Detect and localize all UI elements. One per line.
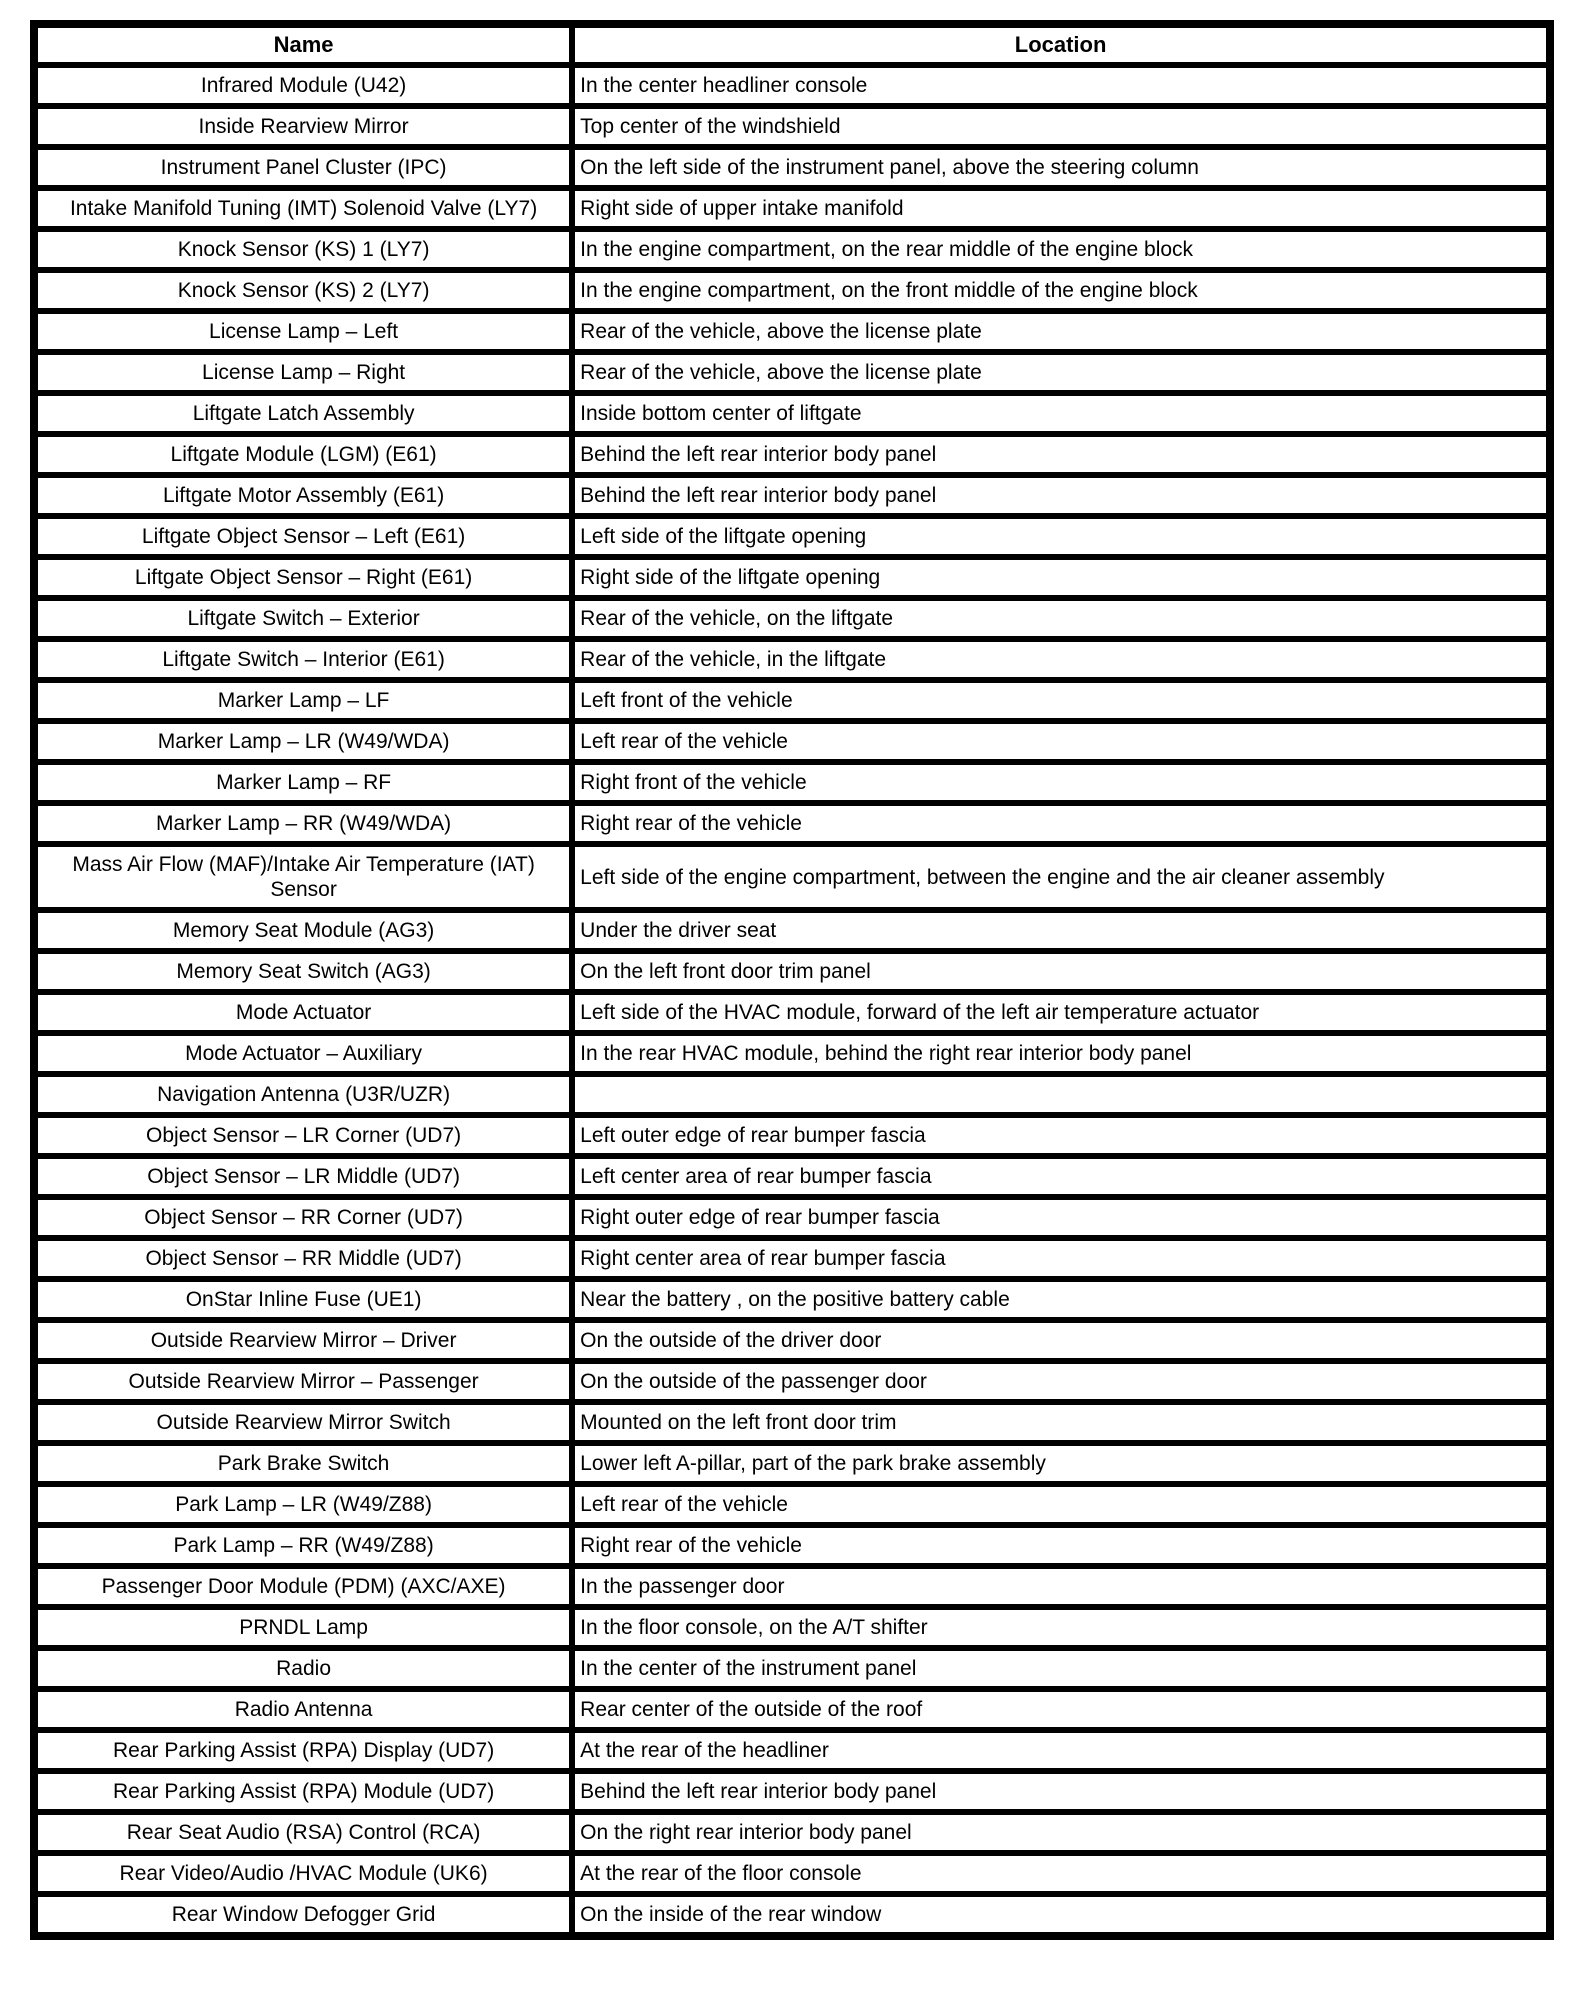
component-location-cell: Rear of the vehicle, on the liftgate — [572, 598, 1550, 639]
table-row — [34, 475, 1550, 516]
table-row — [34, 803, 1550, 844]
component-name-cell: Marker Lamp – RF — [34, 762, 572, 803]
component-location-cell: Right center area of rear bumper fascia — [572, 1238, 1550, 1279]
component-name-cell: Liftgate Object Sensor – Left (E61) — [34, 516, 572, 557]
component-name-cell: Navigation Antenna (U3R/UZR) — [34, 1074, 572, 1115]
component-location-cell — [572, 1074, 1550, 1115]
table-row — [34, 1648, 1550, 1689]
table-row — [34, 270, 1550, 311]
header-row — [34, 24, 1550, 65]
component-name-cell: Infrared Module (U42) — [34, 65, 572, 106]
table-header — [34, 24, 1550, 65]
component-location-cell: Right rear of the vehicle — [572, 1525, 1550, 1566]
component-location-cell: Top center of the windshield — [572, 106, 1550, 147]
table-row — [34, 1484, 1550, 1525]
component-name-cell: Object Sensor – RR Middle (UD7) — [34, 1238, 572, 1279]
component-name-cell: Liftgate Motor Assembly (E61) — [34, 475, 572, 516]
component-name-cell: Knock Sensor (KS) 2 (LY7) — [34, 270, 572, 311]
table-row — [34, 311, 1550, 352]
component-location-cell: On the inside of the rear window — [572, 1894, 1550, 1936]
component-location-cell: In the engine compartment, on the rear middle of the engine block — [572, 229, 1550, 270]
component-name-cell: Memory Seat Module (AG3) — [34, 910, 572, 951]
component-location-cell: On the right rear interior body panel — [572, 1812, 1550, 1853]
component-location-cell: At the rear of the headliner — [572, 1730, 1550, 1771]
component-location-cell: Behind the left rear interior body panel — [572, 475, 1550, 516]
component-name-cell: Instrument Panel Cluster (IPC) — [34, 147, 572, 188]
table-row — [34, 1894, 1550, 1936]
table-row — [34, 1279, 1550, 1320]
component-name-cell: Intake Manifold Tuning (IMT) Solenoid Valve (LY7) — [34, 188, 572, 229]
table-row — [34, 1443, 1550, 1484]
component-location-cell: In the passenger door — [572, 1566, 1550, 1607]
table-row — [34, 1115, 1550, 1156]
component-name-cell: License Lamp – Right — [34, 352, 572, 393]
component-location-cell: Right side of the liftgate opening — [572, 557, 1550, 598]
component-location-cell: Near the battery , on the positive battery cable — [572, 1279, 1550, 1320]
component-location-cell: On the left side of the instrument panel, above the steering column — [572, 147, 1550, 188]
table-row — [34, 188, 1550, 229]
component-name-cell: Mass Air Flow (MAF)/Intake Air Temperature (IAT) Sensor — [34, 844, 572, 910]
component-name-cell: Radio Antenna — [34, 1689, 572, 1730]
component-location-cell: Right rear of the vehicle — [572, 803, 1550, 844]
component-name-cell: License Lamp – Left — [34, 311, 572, 352]
component-location-cell: Left side of the liftgate opening — [572, 516, 1550, 557]
component-name-cell: Outside Rearview Mirror – Driver — [34, 1320, 572, 1361]
table-row — [34, 1074, 1550, 1115]
component-name-cell: Park Lamp – LR (W49/Z88) — [34, 1484, 572, 1525]
table-row — [34, 1812, 1550, 1853]
component-location-cell: Left side of the engine compartment, between the engine and the air cleaner assembly — [572, 844, 1550, 910]
table-row — [34, 434, 1550, 475]
table-row — [34, 1033, 1550, 1074]
component-location-cell: Right side of upper intake manifold — [572, 188, 1550, 229]
component-name-cell: Radio — [34, 1648, 572, 1689]
component-name-cell: Rear Video/Audio /HVAC Module (UK6) — [34, 1853, 572, 1894]
column-header-name: Name — [34, 24, 572, 65]
table-row — [34, 1771, 1550, 1812]
component-name-cell: Mode Actuator – Auxiliary — [34, 1033, 572, 1074]
table-row — [34, 680, 1550, 721]
component-name-cell: Rear Parking Assist (RPA) Module (UD7) — [34, 1771, 572, 1812]
table-row — [34, 992, 1550, 1033]
component-location-cell: Left rear of the vehicle — [572, 1484, 1550, 1525]
component-location-table — [30, 20, 1554, 1940]
table-row — [34, 1361, 1550, 1402]
table-row — [34, 393, 1550, 434]
table-row — [34, 1525, 1550, 1566]
table-row — [34, 557, 1550, 598]
component-location-cell: Lower left A-pillar, part of the park brake assembly — [572, 1443, 1550, 1484]
component-location-cell: At the rear of the floor console — [572, 1853, 1550, 1894]
table-row — [34, 1566, 1550, 1607]
component-name-cell: Memory Seat Switch (AG3) — [34, 951, 572, 992]
component-location-cell: Behind the left rear interior body panel — [572, 1771, 1550, 1812]
component-name-cell: Mode Actuator — [34, 992, 572, 1033]
table-row — [34, 762, 1550, 803]
table-row — [34, 352, 1550, 393]
component-location-cell: On the outside of the passenger door — [572, 1361, 1550, 1402]
table-row — [34, 951, 1550, 992]
table-row — [34, 1853, 1550, 1894]
component-location-cell: Left outer edge of rear bumper fascia — [572, 1115, 1550, 1156]
component-location-cell: In the rear HVAC module, behind the right rear interior body panel — [572, 1033, 1550, 1074]
table-row — [34, 1320, 1550, 1361]
component-location-cell: In the engine compartment, on the front middle of the engine block — [572, 270, 1550, 311]
component-location-cell: Rear of the vehicle, above the license plate — [572, 352, 1550, 393]
component-name-cell: Liftgate Module (LGM) (E61) — [34, 434, 572, 475]
component-name-cell: Object Sensor – LR Corner (UD7) — [34, 1115, 572, 1156]
table-row — [34, 516, 1550, 557]
table-row — [34, 1689, 1550, 1730]
component-name-cell: Outside Rearview Mirror Switch — [34, 1402, 572, 1443]
component-location-cell: Right front of the vehicle — [572, 762, 1550, 803]
component-location-cell: Rear center of the outside of the roof — [572, 1689, 1550, 1730]
component-location-cell: On the outside of the driver door — [572, 1320, 1550, 1361]
component-location-cell: On the left front door trim panel — [572, 951, 1550, 992]
table-row — [34, 1402, 1550, 1443]
component-name-cell: Liftgate Latch Assembly — [34, 393, 572, 434]
component-name-cell: PRNDL Lamp — [34, 1607, 572, 1648]
component-location-cell: In the center headliner console — [572, 65, 1550, 106]
table-row — [34, 598, 1550, 639]
table-row — [34, 910, 1550, 951]
column-header-location: Location — [572, 24, 1550, 65]
component-location-cell: Inside bottom center of liftgate — [572, 393, 1550, 434]
component-location-cell: Rear of the vehicle, above the license plate — [572, 311, 1550, 352]
component-name-cell: Liftgate Switch – Interior (E61) — [34, 639, 572, 680]
component-name-cell: Knock Sensor (KS) 1 (LY7) — [34, 229, 572, 270]
table-row — [34, 1156, 1550, 1197]
table-row — [34, 147, 1550, 188]
component-name-cell: Object Sensor – LR Middle (UD7) — [34, 1156, 572, 1197]
component-location-cell: Rear of the vehicle, in the liftgate — [572, 639, 1550, 680]
component-location-cell: Left rear of the vehicle — [572, 721, 1550, 762]
component-location-cell: Mounted on the left front door trim — [572, 1402, 1550, 1443]
component-name-cell: Park Brake Switch — [34, 1443, 572, 1484]
component-name-cell: Park Lamp – RR (W49/Z88) — [34, 1525, 572, 1566]
table-row — [34, 229, 1550, 270]
component-location-cell: Behind the left rear interior body panel — [572, 434, 1550, 475]
component-location-cell: Right outer edge of rear bumper fascia — [572, 1197, 1550, 1238]
component-name-cell: Inside Rearview Mirror — [34, 106, 572, 147]
component-name-cell: Marker Lamp – LR (W49/WDA) — [34, 721, 572, 762]
component-location-cell: Under the driver seat — [572, 910, 1550, 951]
table-row — [34, 844, 1550, 910]
component-name-cell: Rear Seat Audio (RSA) Control (RCA) — [34, 1812, 572, 1853]
component-name-cell: Rear Parking Assist (RPA) Display (UD7) — [34, 1730, 572, 1771]
component-location-cell: In the center of the instrument panel — [572, 1648, 1550, 1689]
component-name-cell: Outside Rearview Mirror – Passenger — [34, 1361, 572, 1402]
component-name-cell: Liftgate Object Sensor – Right (E61) — [34, 557, 572, 598]
component-name-cell: Rear Window Defogger Grid — [34, 1894, 572, 1936]
component-location-cell: Left center area of rear bumper fascia — [572, 1156, 1550, 1197]
table-row — [34, 1607, 1550, 1648]
component-name-cell: OnStar Inline Fuse (UE1) — [34, 1279, 572, 1320]
component-name-cell: Marker Lamp – RR (W49/WDA) — [34, 803, 572, 844]
table-row — [34, 106, 1550, 147]
table-row — [34, 639, 1550, 680]
table-row — [34, 1238, 1550, 1279]
table-row — [34, 65, 1550, 106]
component-location-cell: Left front of the vehicle — [572, 680, 1550, 721]
component-name-cell: Marker Lamp – LF — [34, 680, 572, 721]
component-name-cell: Object Sensor – RR Corner (UD7) — [34, 1197, 572, 1238]
table-row — [34, 1730, 1550, 1771]
component-location-cell: In the floor console, on the A/T shifter — [572, 1607, 1550, 1648]
table-row — [34, 721, 1550, 762]
component-name-cell: Liftgate Switch – Exterior — [34, 598, 572, 639]
table-row — [34, 1197, 1550, 1238]
component-name-cell: Passenger Door Module (PDM) (AXC/AXE) — [34, 1566, 572, 1607]
component-location-cell: Left side of the HVAC module, forward of the left air temperature actuator — [572, 992, 1550, 1033]
table-body — [34, 65, 1550, 1936]
